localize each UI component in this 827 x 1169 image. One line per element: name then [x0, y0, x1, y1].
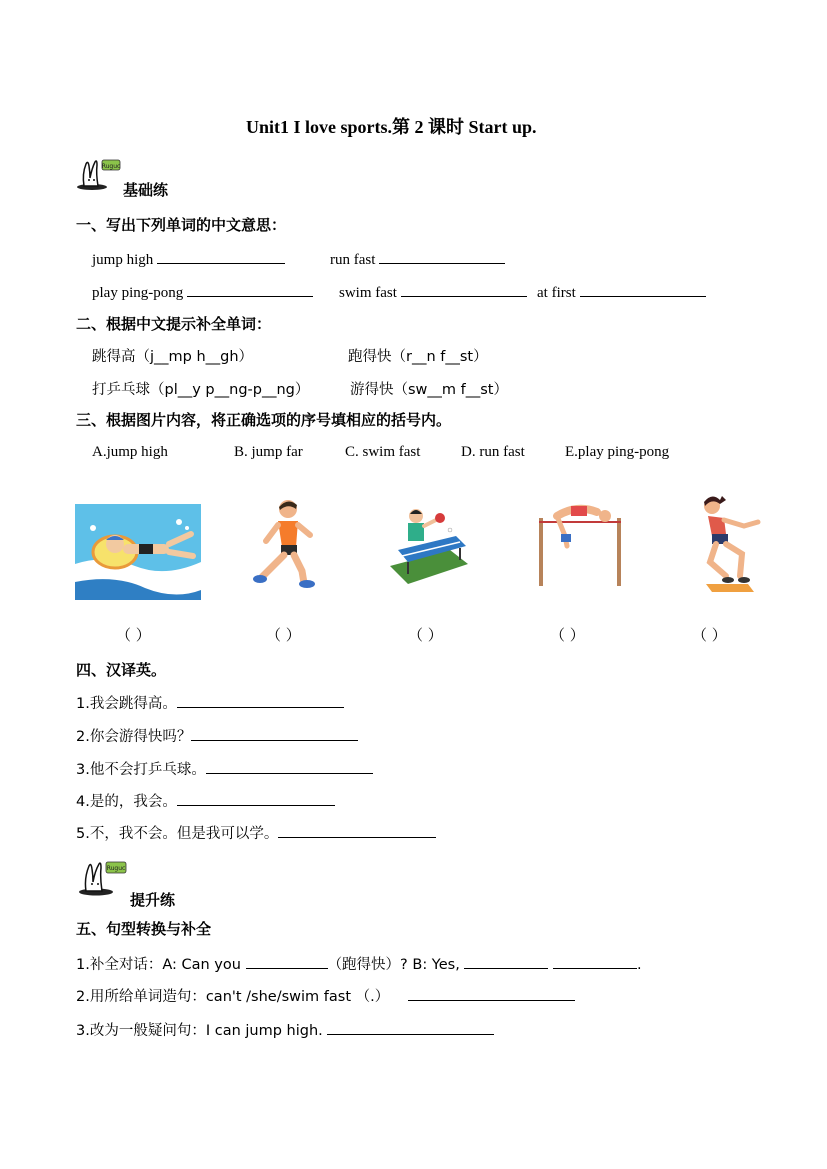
q1-row2-item3 [537, 282, 706, 302]
q5-item-3 [76, 1019, 494, 1040]
answer-paren-5[interactable]: （ ） [692, 626, 727, 644]
q2-item-swim-fast: 游得快（sw__m f__st） [350, 382, 508, 398]
answer-blank[interactable] [278, 823, 436, 838]
answer-blank[interactable] [246, 954, 328, 969]
q3-option-a: A.jump high [92, 444, 168, 460]
q5-item-3-text: 3.改为一般疑问句：I can jump high. [76, 1023, 323, 1039]
q2-item-play-ping-pong: 打乒乓球（pl__y p__ng-p__ng） [92, 382, 310, 398]
q2-heading: 二、根据中文提示补全单词： [76, 315, 272, 333]
answer-blank[interactable] [191, 726, 358, 741]
high-jumper-picture [537, 500, 623, 586]
q4-heading: 四、汉译英。 [76, 661, 167, 679]
q1-word-jump-high: jump high [92, 252, 154, 268]
advanced-practice-label: 提升练 [130, 891, 176, 909]
answer-blank[interactable] [157, 249, 285, 264]
q5-item-1-prefix: 1.补全对话：A: Can you [76, 957, 241, 973]
q1-row1-item1 [92, 249, 285, 269]
q1-row2-item1 [92, 282, 313, 302]
q5-item-2-text: 2.用所给单词造句：can't /she/swim fast （.） [76, 989, 390, 1005]
q1-word-swim-fast: swim fast [339, 285, 397, 301]
q2-item-run-fast: 跑得快（r__n f__st） [348, 349, 488, 365]
q4-item-5 [76, 822, 436, 843]
q1-row1-item2 [330, 249, 505, 269]
answer-blank[interactable] [408, 986, 575, 1001]
answer-blank[interactable] [327, 1020, 494, 1035]
q4-item-4 [76, 790, 335, 811]
page-title: Unit1 I love sports.第 2 课时 Start up. [246, 117, 537, 137]
q3-option-b: B. jump far [234, 444, 303, 460]
q1-word-at-first: at first [537, 285, 576, 301]
answer-blank[interactable] [401, 282, 527, 297]
q5-item-1-end: . [637, 957, 642, 973]
q1-row2-item2 [339, 282, 527, 302]
badge-text: Ruguc [106, 865, 126, 872]
rabbit-mascot-icon [76, 158, 122, 190]
q5-item-1-hint: （跑得快）? B: Yes, [327, 957, 460, 973]
swimmer-picture [75, 504, 201, 600]
q4-item-3 [76, 758, 373, 779]
answer-blank[interactable] [553, 954, 637, 969]
runner-picture [252, 497, 322, 589]
q4-item-1 [76, 692, 344, 713]
answer-paren-1[interactable]: （ ） [116, 626, 151, 644]
answer-blank[interactable] [177, 791, 335, 806]
q4-item-5-text: 5.不，我不会。但是我可以学。 [76, 826, 279, 842]
q1-word-play-ping-pong: play ping-pong [92, 285, 184, 301]
answer-paren-2[interactable]: （ ） [266, 626, 301, 644]
q3-option-c: C. swim fast [345, 444, 421, 460]
q1-word-run-fast: run fast [330, 252, 376, 268]
q3-heading: 三、根据图片内容，将正确选项的序号填相应的括号内。 [76, 411, 452, 429]
basic-practice-label: 基础练 [123, 181, 169, 199]
answer-blank[interactable] [206, 759, 373, 774]
ping-pong-player-picture [390, 506, 468, 584]
q3-option-e: E.play ping-pong [565, 444, 670, 460]
q4-item-3-text: 3.他不会打乒乓球。 [76, 762, 206, 778]
q4-item-4-text: 4.是的，我会。 [76, 794, 177, 810]
q1-heading: 一、写出下列单词的中文意思： [76, 216, 287, 234]
q2-item-jump-high: 跳得高（j__mp h__gh） [92, 349, 254, 365]
answer-paren-4[interactable]: （ ） [550, 626, 585, 644]
long-jumper-picture [686, 492, 766, 594]
q4-item-2 [76, 725, 358, 746]
rabbit-mascot-icon [78, 860, 128, 896]
q4-item-1-text: 1.我会跳得高。 [76, 696, 177, 712]
answer-blank[interactable] [580, 282, 706, 297]
q5-item-1 [76, 953, 642, 974]
q4-item-2-text: 2.你会游得快吗？ [76, 729, 192, 745]
answer-blank[interactable] [187, 282, 313, 297]
answer-paren-3[interactable]: （ ） [408, 626, 443, 644]
badge-text: Ruguc [101, 163, 121, 170]
answer-blank[interactable] [464, 954, 548, 969]
answer-blank[interactable] [379, 249, 505, 264]
q3-option-d: D. run fast [461, 444, 525, 460]
q5-item-2 [76, 985, 575, 1006]
answer-blank[interactable] [177, 693, 344, 708]
q5-heading: 五、句型转换与补全 [76, 920, 212, 938]
